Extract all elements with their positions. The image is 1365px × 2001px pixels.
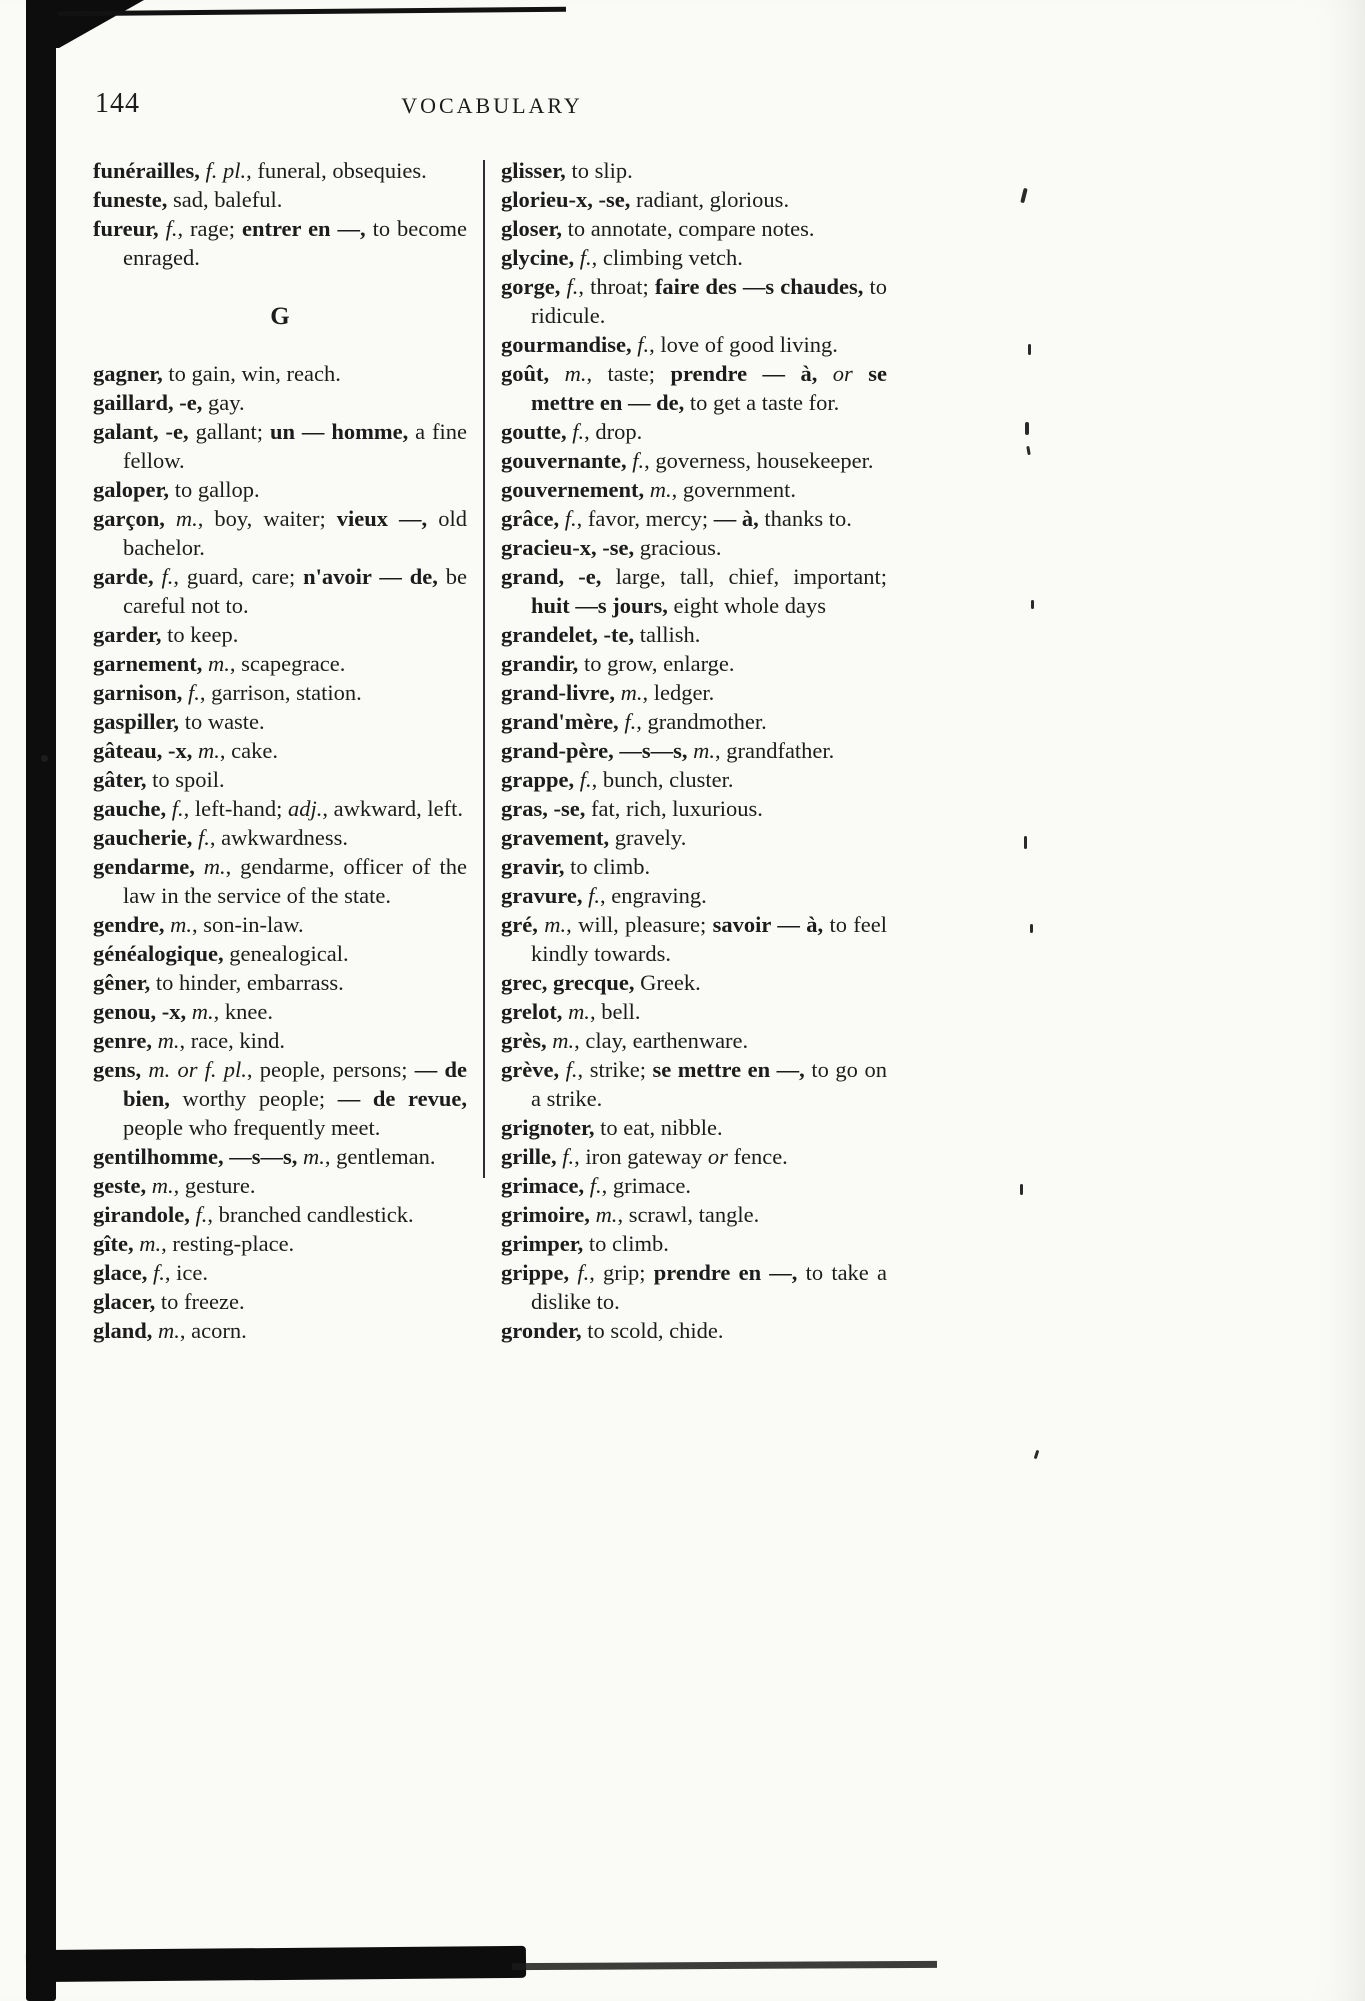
italic-label: f. <box>624 709 637 734</box>
left-column <box>93 156 467 1345</box>
headword: gloser, <box>501 216 568 241</box>
definition-text: , bunch, cluster. <box>591 767 734 792</box>
dictionary-entry <box>501 446 887 475</box>
headword: grimper, <box>501 1231 589 1256</box>
italic-label: m. <box>544 912 567 937</box>
headword: grandir, <box>501 651 584 676</box>
column-divider-rule <box>483 160 485 1178</box>
dictionary-entry <box>93 185 467 214</box>
definition-text: , grandfather. <box>714 738 835 763</box>
headword: gêner, <box>93 970 156 995</box>
dictionary-entry <box>93 359 467 388</box>
italic-label: f. <box>579 767 592 792</box>
definition-text: , rage; <box>177 216 242 241</box>
headword: grec, grecque, <box>501 970 641 995</box>
dictionary-entry <box>93 707 467 736</box>
definition-text: to ridicule. <box>531 274 887 328</box>
dictionary-entry <box>93 475 467 504</box>
dictionary-entry <box>93 1258 467 1287</box>
dictionary-entry <box>93 1229 467 1258</box>
dictionary-entry <box>93 736 467 765</box>
headword: geste, <box>93 1173 152 1198</box>
scan-speck <box>1025 422 1029 435</box>
italic-label: m. <box>139 1231 162 1256</box>
definition-text <box>853 361 868 386</box>
headword: gendre, <box>93 912 171 937</box>
headword: gland, <box>93 1318 159 1343</box>
headword: glace, <box>93 1260 153 1285</box>
definition-text: gallant; <box>195 419 270 444</box>
headword: galant, -e, <box>93 419 196 444</box>
dictionary-entry <box>501 968 887 997</box>
definition-text: , engraving. <box>599 883 707 908</box>
dictionary-entry <box>501 156 887 185</box>
definition-text: , iron gateway <box>574 1144 708 1169</box>
definition-text: to get a taste for. <box>689 390 840 415</box>
definition-text: to freeze. <box>160 1289 245 1314</box>
headword: gravure, <box>501 883 589 908</box>
definition-text: to slip. <box>571 158 633 183</box>
dictionary-entry <box>501 272 887 330</box>
headword: gravement, <box>501 825 615 850</box>
italic-label: m. <box>620 680 643 705</box>
headword: grille, <box>501 1144 563 1169</box>
definition-text: , love of good living. <box>649 332 838 357</box>
italic-label: f. <box>566 274 579 299</box>
text-block <box>93 88 891 1345</box>
scan-speck <box>1020 1184 1023 1195</box>
definition-text: , favor, mercy; <box>576 506 714 531</box>
bold-text: se mettre en —, <box>652 1057 812 1082</box>
bold-text: un — homme, <box>269 419 416 444</box>
headword: gens, <box>93 1057 149 1082</box>
definition-text: to eat, nibble. <box>600 1115 723 1140</box>
dictionary-entry <box>501 1113 887 1142</box>
definition-text: , governess, housekeeper. <box>644 448 874 473</box>
headword: genre, <box>93 1028 158 1053</box>
section-heading: G <box>270 303 290 330</box>
definition-text: to annotate, compare notes. <box>567 216 815 241</box>
headword: gendarme, <box>93 854 204 879</box>
dictionary-entry <box>93 910 467 939</box>
headword: grandelet, -te, <box>501 622 640 647</box>
definition-text: fat, rich, luxurious. <box>590 796 763 821</box>
italic-label: f. <box>562 1144 575 1169</box>
italic-label: m. <box>158 1318 180 1343</box>
headword: grâce, <box>501 506 565 531</box>
definition-text: , race, kind. <box>179 1028 286 1053</box>
definition-text: , knee. <box>213 999 273 1024</box>
scan-speck <box>1024 836 1027 849</box>
italic-label: f. <box>171 796 184 821</box>
bold-text: prendre en —, <box>653 1260 806 1285</box>
headword: fureur, <box>93 216 166 241</box>
dictionary-entry <box>501 1200 887 1229</box>
definition-text: to keep. <box>167 622 239 647</box>
dictionary-entry <box>501 707 887 736</box>
dictionary-entry <box>93 823 467 852</box>
definition-text: gravely. <box>614 825 687 850</box>
headword: garnement, <box>93 651 208 676</box>
dictionary-entry <box>501 823 887 852</box>
margin-dot-mark <box>41 755 48 762</box>
definition-text: , gendarme, officer of the law in the service of the state. <box>123 854 467 908</box>
definition-text: thanks to. <box>764 506 852 531</box>
italic-label: m. <box>649 477 672 502</box>
definition-text: to gain, win, reach. <box>168 361 341 386</box>
dictionary-entry <box>501 475 887 504</box>
italic-label: f. pl. <box>205 158 247 183</box>
dictionary-entry <box>93 939 467 968</box>
definition-text: gay. <box>207 390 245 415</box>
headword: grippe, <box>501 1260 578 1285</box>
definition-text: , funeral, obsequies. <box>246 158 427 183</box>
dictionary-entry <box>93 417 467 475</box>
headword: garde, <box>93 564 162 589</box>
headword: grand'mère, <box>501 709 625 734</box>
dictionary-entry <box>93 649 467 678</box>
headword: grève, <box>501 1057 566 1082</box>
dictionary-entry <box>501 881 887 910</box>
italic-label: f. <box>632 448 645 473</box>
italic-label: f. <box>188 680 200 705</box>
bold-text: huit —s jours, <box>531 593 674 618</box>
bold-text: entrer en —, <box>241 216 373 241</box>
definition-text: to feel kindly towards. <box>531 912 888 966</box>
italic-label: f. <box>195 1202 208 1227</box>
scan-speck <box>1026 446 1031 455</box>
italic-label: f. <box>564 506 577 531</box>
dictionary-entry <box>501 1229 887 1258</box>
dictionary-entry <box>501 678 887 707</box>
definition-text: Greek. <box>640 970 701 995</box>
dictionary-entry <box>501 417 887 446</box>
definition-text: to become enraged. <box>123 216 468 270</box>
scan-artifact-top-left-blob <box>26 0 144 48</box>
dictionary-entry <box>501 852 887 881</box>
italic-label: f. <box>589 1173 602 1198</box>
dictionary-entry <box>93 388 467 417</box>
definition-text: , awkward, left. <box>322 796 463 821</box>
scan-speck <box>1020 188 1028 204</box>
italic-label: m. <box>303 1144 325 1169</box>
dictionary-entry <box>501 243 887 272</box>
italic-label: f. <box>637 332 650 357</box>
dictionary-entry <box>93 794 467 823</box>
definition-text: , clay, earthenware. <box>574 1028 749 1053</box>
headword: gré, <box>501 912 545 937</box>
dictionary-entry <box>501 330 887 359</box>
dictionary-entry <box>501 533 887 562</box>
dictionary-entry <box>93 1200 467 1229</box>
headword: garçon, <box>93 506 176 531</box>
italic-label: m. <box>191 999 214 1024</box>
italic-label: f. <box>565 1057 578 1082</box>
bold-text: prendre — à, <box>670 361 833 386</box>
italic-label: m. <box>552 1028 575 1053</box>
definition-text: to gallop. <box>174 477 260 502</box>
definition-text: sad, baleful. <box>173 187 283 212</box>
dictionary-entry <box>93 562 467 620</box>
headword: grimace, <box>501 1173 590 1198</box>
italic-label: m. <box>151 1173 174 1198</box>
dictionary-entry <box>501 1258 887 1316</box>
dictionary-entry <box>501 620 887 649</box>
italic-label: m. <box>198 738 220 763</box>
definition-text: , grip; <box>589 1260 654 1285</box>
headword: glisser, <box>501 158 572 183</box>
headword: genou, -x, <box>93 999 192 1024</box>
scan-artifact-top-line <box>58 7 566 16</box>
dictionary-entry <box>501 1142 887 1171</box>
headword: grignoter, <box>501 1115 601 1140</box>
bold-text: — à, <box>713 506 765 531</box>
definition-text: , ice. <box>164 1260 208 1285</box>
definition-text: , taste; <box>586 361 671 386</box>
headword: gorge, <box>501 274 567 299</box>
definition-text: to scold, chide. <box>587 1318 724 1343</box>
bold-text: savoir — à, <box>712 912 830 937</box>
definition-text: be careful not to. <box>123 564 467 618</box>
definition-text: , boy, waiter; <box>197 506 337 531</box>
headword: gouvernement, <box>501 477 650 502</box>
headword: goutte, <box>501 419 573 444</box>
italic-label: m. <box>207 651 230 676</box>
definition-text: , garrison, station. <box>199 680 362 705</box>
definition-text: genealogical. <box>229 941 349 966</box>
scan-artifact-bottom-bar <box>26 1946 526 1982</box>
dictionary-entry <box>501 562 887 620</box>
definition-text: , scapegrace. <box>229 651 346 676</box>
italic-label: or <box>832 361 853 386</box>
definition-text: , throat; <box>578 274 655 299</box>
headword: grès, <box>501 1028 553 1053</box>
definition-text: to take a dislike to. <box>531 1260 887 1314</box>
italic-label: or <box>707 1144 728 1169</box>
definition-text: to climb. <box>570 854 651 879</box>
definition-text: to hinder, embarrass. <box>155 970 344 995</box>
dictionary-entry <box>501 649 887 678</box>
italic-label: m. <box>170 912 192 937</box>
dictionary-entry <box>93 1026 467 1055</box>
headword: glorieu-x, -se, <box>501 187 636 212</box>
definition-text: , gentleman. <box>324 1144 436 1169</box>
italic-label: m. <box>564 361 587 386</box>
bold-text: faire des —s chaudes, <box>654 274 870 299</box>
italic-label: f. <box>572 419 585 444</box>
dictionary-entry <box>93 765 467 794</box>
dictionary-entry <box>93 1287 467 1316</box>
definition-text: , climbing vetch. <box>591 245 743 270</box>
headword: glycine, <box>501 245 580 270</box>
definition-text: , acorn. <box>179 1318 247 1343</box>
definition-text: , resting-place. <box>161 1231 295 1256</box>
italic-label: m. <box>157 1028 180 1053</box>
headword: galoper, <box>93 477 175 502</box>
dictionary-entry <box>93 1316 467 1345</box>
definition-text: , people, persons; <box>246 1057 415 1082</box>
dictionary-entry <box>93 852 467 910</box>
definition-text: a fine fellow. <box>123 419 468 473</box>
definition-text: worthy people; <box>182 1086 338 1111</box>
dictionary-entry <box>93 156 467 185</box>
right-column <box>501 156 887 1345</box>
definition-text: fence. <box>727 1144 788 1169</box>
italic-label: adj. <box>287 796 323 821</box>
dictionary-entry <box>501 359 887 417</box>
headword: grand, -e, <box>501 564 616 589</box>
dictionary-entry <box>501 997 887 1026</box>
headword: grappe, <box>501 767 580 792</box>
definition-text: , bell. <box>589 999 641 1024</box>
bold-text: vieux —, <box>336 506 439 531</box>
page-number: 144 <box>95 88 140 119</box>
definition-text: , awkwardness. <box>209 825 348 850</box>
headword: gracieu-x, -se, <box>501 535 640 560</box>
headword: gauche, <box>93 796 172 821</box>
italic-label: m. <box>693 738 715 763</box>
dictionary-entry <box>501 1026 887 1055</box>
headword: goût, <box>501 361 565 386</box>
definition-text: , cake. <box>219 738 278 763</box>
definition-text: to go on a strike. <box>531 1057 887 1111</box>
scan-artifact-bottom-line <box>512 1961 937 1970</box>
definition-text: , left-hand; <box>183 796 288 821</box>
definition-text: radiant, glorious. <box>635 187 790 212</box>
headword: garnison, <box>93 680 189 705</box>
dictionary-entry <box>501 765 887 794</box>
definition-text: , government. <box>671 477 796 502</box>
scan-speck <box>1031 600 1034 609</box>
definition-text: , son-in-law. <box>191 912 304 937</box>
dictionary-entry <box>501 910 887 968</box>
headword: gîte, <box>93 1231 140 1256</box>
scan-artifact-left-bar <box>26 0 56 2001</box>
headword: gentilhomme, —s—s, <box>93 1144 303 1169</box>
italic-label: f. <box>152 1260 165 1285</box>
headword: gravir, <box>501 854 571 879</box>
dictionary-entry <box>93 214 467 272</box>
dictionary-entry <box>501 1316 887 1345</box>
headword: grimoire, <box>501 1202 596 1227</box>
headword: grelot, <box>501 999 569 1024</box>
headword: gourmandise, <box>501 332 638 357</box>
dictionary-entry <box>93 1171 467 1200</box>
bold-text: se mettre en — de, <box>531 361 887 415</box>
headword: gras, -se, <box>501 796 591 821</box>
italic-label: m. <box>175 506 198 531</box>
definition-text: , drop. <box>584 419 643 444</box>
headword: gouvernante, <box>501 448 633 473</box>
scan-speck <box>1030 924 1033 933</box>
bold-text: — de revue, <box>337 1086 467 1111</box>
headword: gaucherie, <box>93 825 198 850</box>
headword: gaillard, -e, <box>93 390 208 415</box>
dictionary-entry <box>501 736 887 765</box>
page-title: VOCABULARY <box>401 93 583 118</box>
italic-label: m. <box>595 1202 618 1227</box>
headword: funeste, <box>93 187 173 212</box>
headword: funérailles, <box>93 158 206 183</box>
headword: gaspiller, <box>93 709 185 734</box>
definition-text: to waste. <box>184 709 265 734</box>
dictionary-entry <box>93 1055 467 1142</box>
definition-text: to spoil. <box>152 767 225 792</box>
italic-label: f. <box>579 245 592 270</box>
definition-text: to grow, enlarge. <box>583 651 735 676</box>
bold-text: n'avoir — de, <box>303 564 446 589</box>
page-header <box>93 88 891 126</box>
definition-text: , grimace. <box>601 1173 691 1198</box>
italic-label: f. <box>588 883 600 908</box>
italic-label: m. <box>203 854 226 879</box>
headword: girandole, <box>93 1202 196 1227</box>
dictionary-entry <box>501 1171 887 1200</box>
definition-text: , strike; <box>577 1057 653 1082</box>
italic-label: f. <box>161 564 174 589</box>
dictionary-entry <box>93 678 467 707</box>
dictionary-entry <box>93 997 467 1026</box>
definition-text: , grandmother. <box>636 709 767 734</box>
italic-label: m. <box>568 999 590 1024</box>
dictionary-entry <box>501 794 887 823</box>
definition-text: , scrawl, tangle. <box>617 1202 760 1227</box>
headword: généalogique, <box>93 941 230 966</box>
headword: gâter, <box>93 767 153 792</box>
scan-speck <box>1028 344 1031 355</box>
dictionary-entry <box>93 1142 467 1171</box>
definition-text: tallish. <box>639 622 701 647</box>
definition-text: gracious. <box>639 535 722 560</box>
headword: glacer, <box>93 1289 161 1314</box>
dictionary-entry <box>501 214 887 243</box>
definition-text: people who frequently meet. <box>123 1115 381 1140</box>
definition-text: to climb. <box>588 1231 669 1256</box>
italic-label: f. <box>165 216 178 241</box>
dictionary-entry <box>93 620 467 649</box>
dictionary-entry <box>501 504 887 533</box>
definition-text: , will, pleasure; <box>566 912 713 937</box>
scan-speck <box>1034 1450 1040 1459</box>
headword: garder, <box>93 622 168 647</box>
definition-text: , gesture. <box>173 1173 256 1198</box>
headword: gronder, <box>501 1318 588 1343</box>
headword: grand-père, —s—s, <box>501 738 694 763</box>
italic-label: f. <box>197 825 210 850</box>
headword: grand-livre, <box>501 680 621 705</box>
dictionary-entry <box>93 504 467 562</box>
definition-text: , ledger. <box>642 680 715 705</box>
headword: gâteau, -x, <box>93 738 198 763</box>
definition-text: , guard, care; <box>173 564 304 589</box>
definition-text: , branched candlestick. <box>207 1202 414 1227</box>
italic-label: f. <box>577 1260 590 1285</box>
definition-text: old bachelor. <box>123 506 467 560</box>
definition-text: large, tall, chief, important; <box>615 564 887 589</box>
dictionary-entry <box>501 1055 887 1113</box>
dictionary-entry <box>501 185 887 214</box>
bold-text: — de bien, <box>123 1057 467 1111</box>
dictionary-entry <box>93 968 467 997</box>
two-column-layout <box>93 156 891 1345</box>
italic-label: m. or f. pl. <box>148 1057 247 1082</box>
definition-text: eight whole days <box>673 593 826 618</box>
headword: gagner, <box>93 361 169 386</box>
